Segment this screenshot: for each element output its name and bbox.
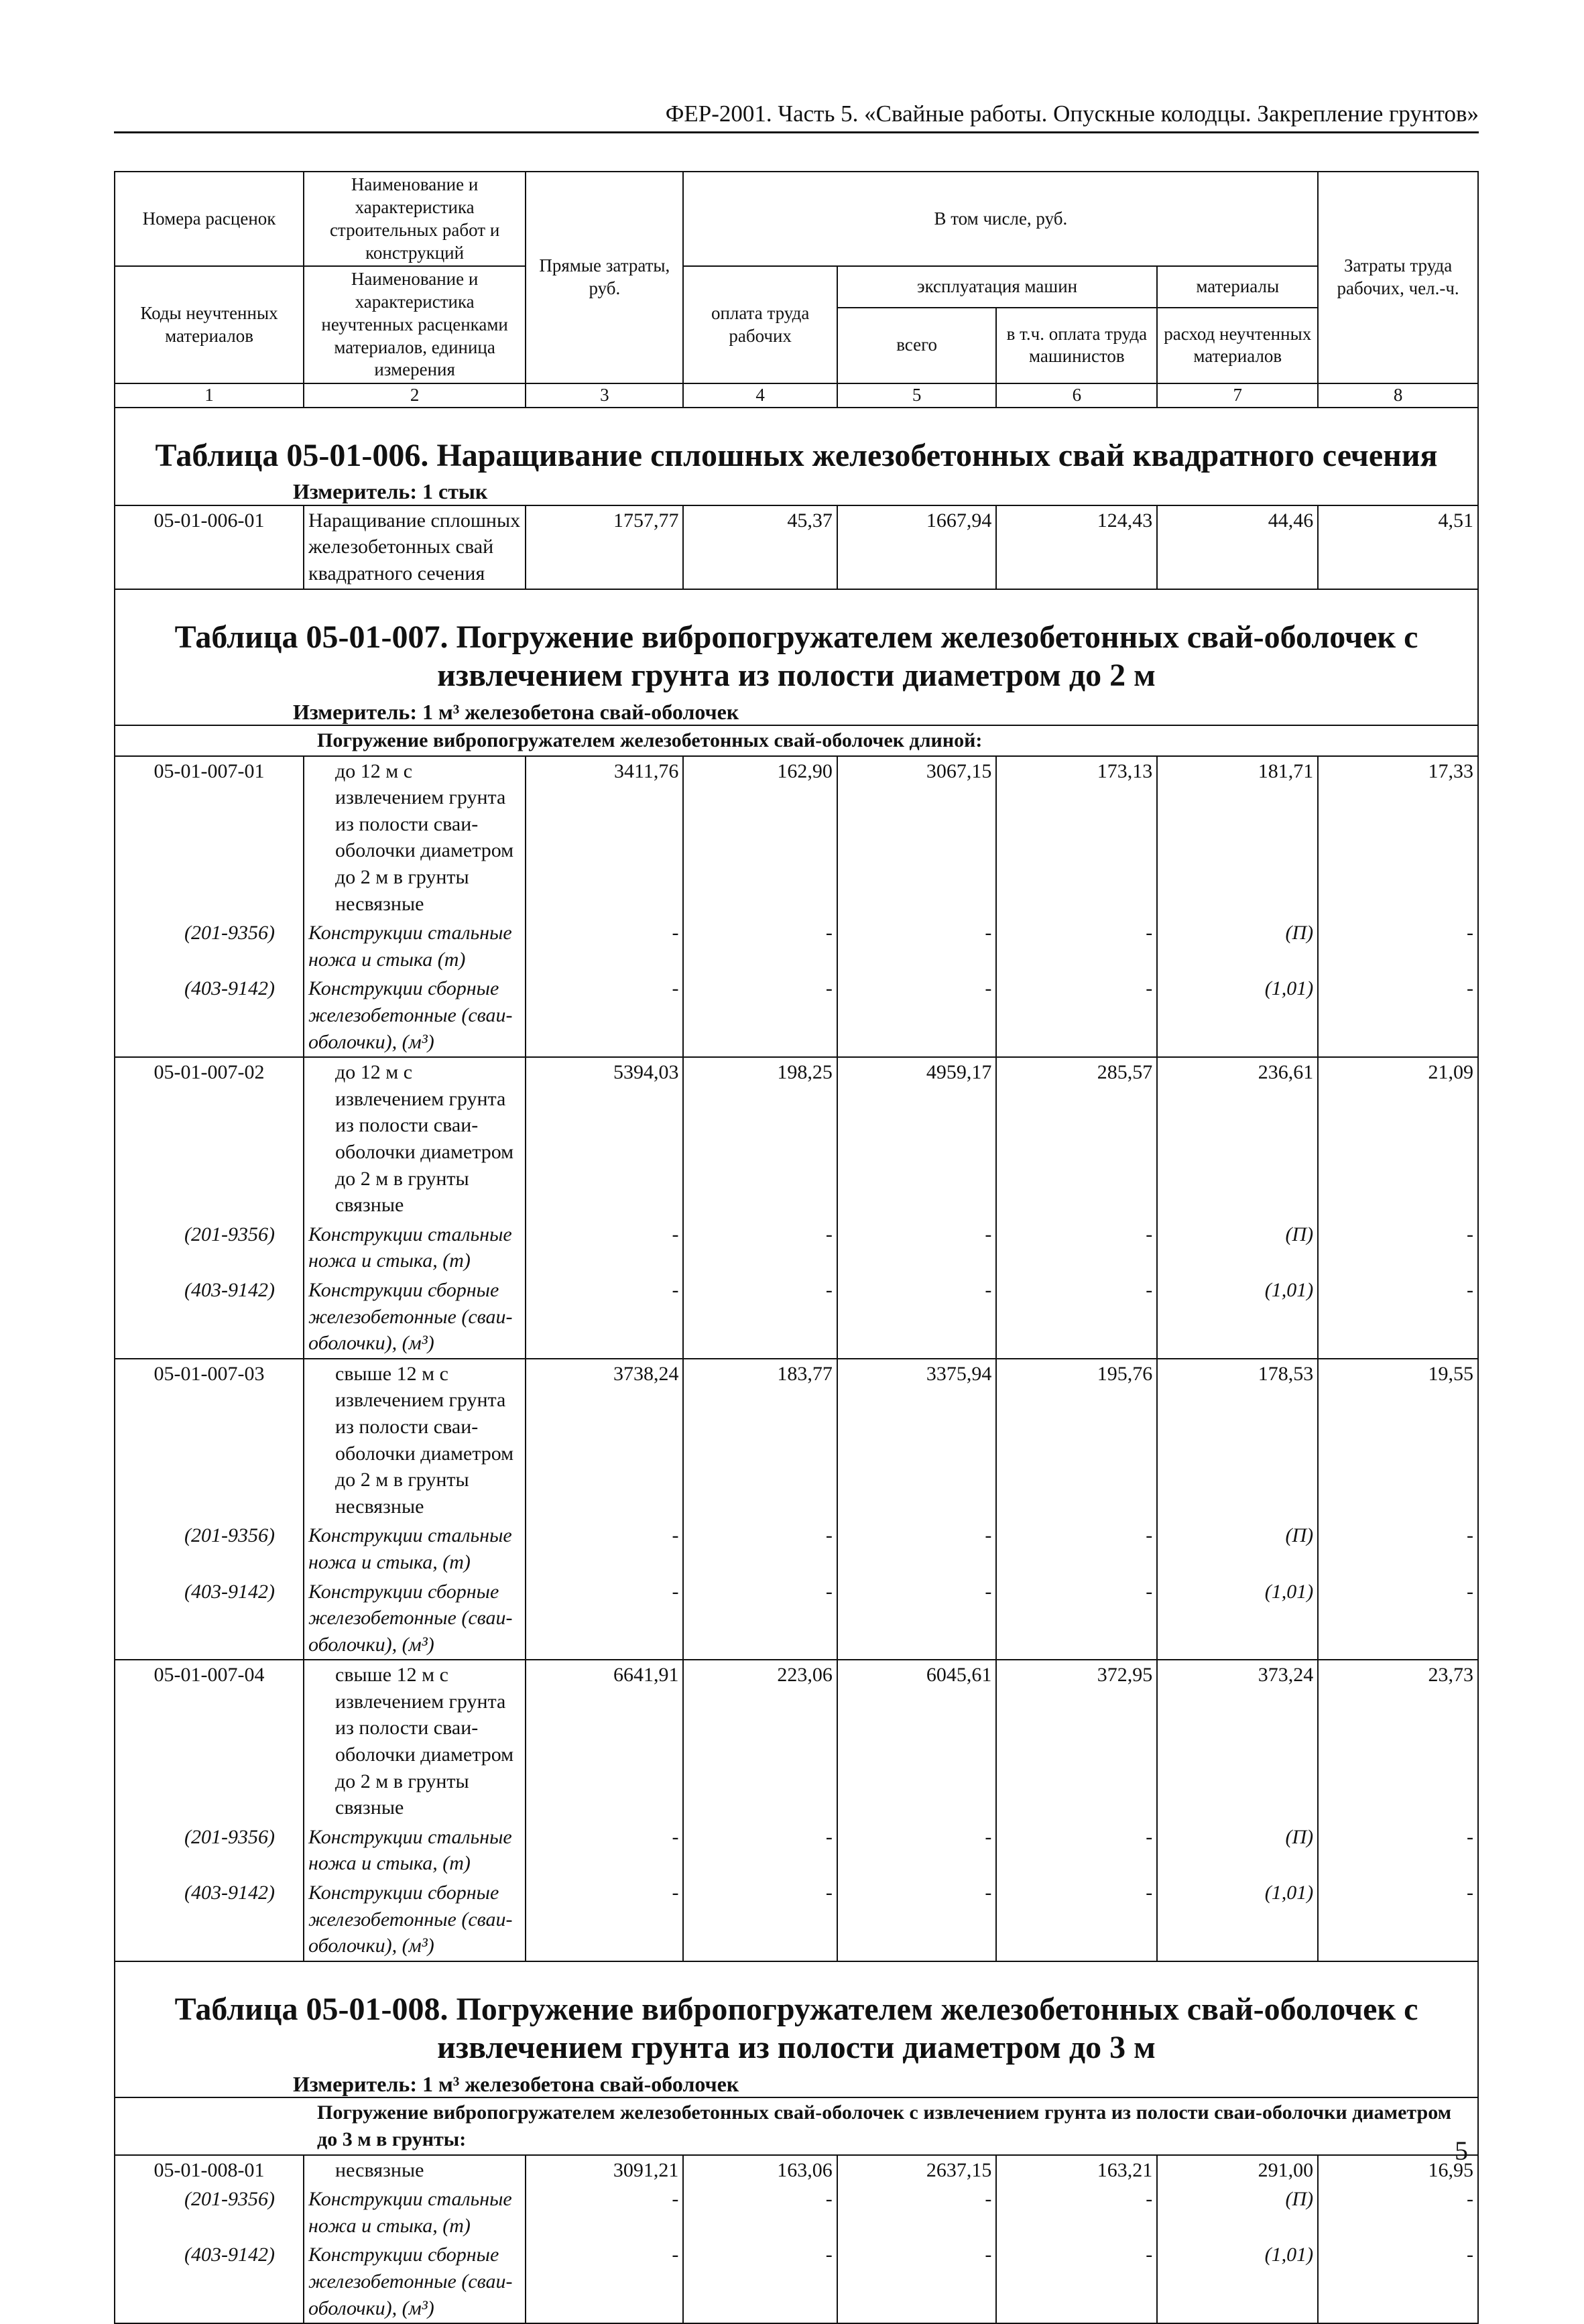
dash-cell: - xyxy=(526,2185,683,2240)
dash-cell: - xyxy=(526,1823,683,1878)
direct-cost: 3091,21 xyxy=(526,2155,683,2185)
material-code: (201-9356) xyxy=(115,1521,304,1577)
materials: 373,24 xyxy=(1157,1660,1318,1823)
material-value: (1,01) xyxy=(1157,1276,1318,1359)
material-code: (201-9356) xyxy=(115,2185,304,2240)
material-name: Конструкции сборные железобетонные (сваи-оболочки), (м³) xyxy=(304,1276,526,1359)
material-name: Конструкции стальные ножа и стыка, (т) xyxy=(304,1823,526,1878)
material-row xyxy=(115,1823,1478,1878)
header-labor-costs: Затраты труда рабочих, чел.-ч. xyxy=(1318,172,1478,383)
rate-name: свыше 12 м с извлечением грунта из полости сваи-оболочки диаметром до 2 м в грунты связные xyxy=(304,1660,526,1823)
rate-code: 05-01-007-03 xyxy=(115,1359,304,1522)
table-008-heading xyxy=(114,1962,1479,2097)
subhead-row xyxy=(115,2097,1478,2154)
subhead-text: Погружение вибропогружателем железобетонных свай-оболочек длиной: xyxy=(304,725,1478,756)
section-unit: Измеритель: 1 м³ железобетона свай-оболочек xyxy=(293,2072,739,2096)
page-number: 5 xyxy=(1455,2136,1468,2166)
section-title: Таблица 05-01-006. Наращивание сплошных железобетонных свай квадратного сечения xyxy=(155,437,1438,473)
header-name-bottom: Наименование и характеристика неучтенных расценками материалов, единица измерения xyxy=(304,266,526,383)
machines-total: 3375,94 xyxy=(837,1359,997,1522)
dash-cell: - xyxy=(837,918,997,974)
direct-cost: 5394,03 xyxy=(526,1057,683,1220)
materials: 291,00 xyxy=(1157,2155,1318,2185)
dash-cell: - xyxy=(996,2185,1157,2240)
section-unit: Измеритель: 1 стык xyxy=(293,479,488,504)
material-value: (П) xyxy=(1157,1220,1318,1276)
dash-cell: - xyxy=(1318,918,1478,974)
dash-cell: - xyxy=(1318,974,1478,1057)
material-code: (403-9142) xyxy=(115,1577,304,1660)
header-code-top: Номера расценок xyxy=(115,172,304,266)
labor-hours: 23,73 xyxy=(1318,1660,1478,1823)
dash-cell: - xyxy=(683,1276,837,1359)
subhead-row xyxy=(115,725,1478,756)
dash-cell: - xyxy=(837,1521,997,1577)
material-name: Конструкции стальные ножа и стыка, (т) xyxy=(304,2185,526,2240)
dash-cell: - xyxy=(996,1823,1157,1878)
dash-cell: - xyxy=(837,1276,997,1359)
section-title: Таблица 05-01-008. Погружение вибропогружателем железобетонных свай-оболочек с xyxy=(174,1991,1418,2027)
direct-cost: 3411,76 xyxy=(526,756,683,919)
dash-cell: - xyxy=(1318,1577,1478,1660)
col-number: 3 xyxy=(526,383,683,408)
labor-pay: 45,37 xyxy=(683,505,837,589)
machines-pay: 173,13 xyxy=(996,756,1157,919)
dash-cell: - xyxy=(526,1521,683,1577)
material-row xyxy=(115,918,1478,974)
materials: 181,71 xyxy=(1157,756,1318,919)
header-machines: эксплуатация машин xyxy=(837,266,1157,307)
labor-pay: 198,25 xyxy=(683,1057,837,1220)
dash-cell: - xyxy=(996,1521,1157,1577)
rate-name: несвязные xyxy=(304,2155,526,2185)
labor-pay: 223,06 xyxy=(683,1660,837,1823)
dash-cell: - xyxy=(683,2185,837,2240)
material-name: Конструкции сборные железобетонные (сваи-оболочки), (м³) xyxy=(304,2240,526,2323)
col-number: 2 xyxy=(304,383,526,408)
table-006-heading xyxy=(114,408,1479,505)
running-header: ФЕР-2001. Часть 5. «Свайные работы. Опускные колодцы. Закрепление грунтов» xyxy=(114,101,1479,133)
material-name: Конструкции сборные железобетонные (сваи-оболочки), (м³) xyxy=(304,974,526,1057)
dash-cell: - xyxy=(683,1823,837,1878)
dash-cell: - xyxy=(837,1878,997,1961)
dash-cell: - xyxy=(837,974,997,1057)
machines-pay: 124,43 xyxy=(996,505,1157,589)
rate-name: свыше 12 м с извлечением грунта из полости сваи-оболочки диаметром до 2 м в грунты несвязные xyxy=(304,1359,526,1522)
dash-cell: - xyxy=(996,2240,1157,2323)
rate-name: до 12 м с извлечением грунта из полости сваи-оболочки диаметром до 2 м в грунты несвязные xyxy=(304,756,526,919)
col-number: 7 xyxy=(1157,383,1318,408)
dash-cell: - xyxy=(1318,1878,1478,1961)
dash-cell: - xyxy=(683,974,837,1057)
labor-hours: 4,51 xyxy=(1318,505,1478,589)
table-row xyxy=(115,1660,1478,1823)
dash-cell: - xyxy=(996,1577,1157,1660)
material-name: Конструкции сборные железобетонные (сваи-оболочки), (м³) xyxy=(304,1878,526,1961)
table-row xyxy=(115,1057,1478,1220)
dash-cell: - xyxy=(837,1823,997,1878)
material-row xyxy=(115,974,1478,1057)
dash-cell: - xyxy=(683,918,837,974)
materials: 178,53 xyxy=(1157,1359,1318,1522)
dash-cell: - xyxy=(683,1521,837,1577)
table-006 xyxy=(114,505,1479,590)
material-value: (П) xyxy=(1157,1521,1318,1577)
material-value: (П) xyxy=(1157,918,1318,974)
material-name: Конструкции стальные ножа и стыка (т) xyxy=(304,918,526,974)
header-materials: материалы xyxy=(1157,266,1318,307)
material-row xyxy=(115,2185,1478,2240)
material-name: Конструкции стальные ножа и стыка, (т) xyxy=(304,1521,526,1577)
dash-cell: - xyxy=(526,918,683,974)
dash-cell: - xyxy=(996,1276,1157,1359)
dash-cell: - xyxy=(526,1878,683,1961)
header-materials-sub: расход неучтенных материалов xyxy=(1157,308,1318,383)
dash-cell: - xyxy=(526,1220,683,1276)
material-name: Конструкции стальные ножа и стыка, (т) xyxy=(304,1220,526,1276)
section-title: Таблица 05-01-007. Погружение вибропогружателем железобетонных свай-оболочек с xyxy=(174,619,1418,655)
material-name: Конструкции сборные железобетонные (сваи-оболочки), (м³) xyxy=(304,1577,526,1660)
document-page xyxy=(114,101,1479,2324)
column-header-table xyxy=(114,171,1479,408)
header-name-top: Наименование и характеристика строительных работ и конструкций xyxy=(304,172,526,266)
material-row xyxy=(115,1577,1478,1660)
col-number: 4 xyxy=(683,383,837,408)
header-code-bottom: Коды неучтенных материалов xyxy=(115,266,304,383)
machines-pay: 285,57 xyxy=(996,1057,1157,1220)
col-number: 1 xyxy=(115,383,304,408)
header-labor-pay: оплата труда рабочих xyxy=(683,266,837,383)
material-value: (1,01) xyxy=(1157,2240,1318,2323)
material-row xyxy=(115,2240,1478,2323)
machines-pay: 195,76 xyxy=(996,1359,1157,1522)
section-title: извлечением грунта из полости диаметром до 2 м xyxy=(437,658,1156,694)
dash-cell: - xyxy=(683,1220,837,1276)
material-code: (201-9356) xyxy=(115,1823,304,1878)
dash-cell: - xyxy=(1318,1220,1478,1276)
material-value: (1,01) xyxy=(1157,1577,1318,1660)
dash-cell: - xyxy=(837,2240,997,2323)
labor-hours: 19,55 xyxy=(1318,1359,1478,1522)
col-number: 5 xyxy=(837,383,997,408)
dash-cell: - xyxy=(996,1878,1157,1961)
material-value: (1,01) xyxy=(1157,974,1318,1057)
header-machines-pay: в т.ч. оплата труда машинистов xyxy=(996,308,1157,383)
rate-name: до 12 м с извлечением грунта из полости сваи-оболочки диаметром до 2 м в грунты связные xyxy=(304,1057,526,1220)
dash-cell: - xyxy=(837,2185,997,2240)
rate-code: 05-01-007-04 xyxy=(115,1660,304,1823)
subhead-text: Погружение вибропогружателем железобетонных свай-оболочек с извлечением грунта из полости сваи-оболочки диаметром до 3 м в грунты: xyxy=(304,2097,1478,2154)
rate-name: Наращивание сплошных железобетонных свай квадратного сечения xyxy=(304,505,526,589)
dash-cell: - xyxy=(996,918,1157,974)
dash-cell: - xyxy=(526,1276,683,1359)
direct-cost: 6641,91 xyxy=(526,1660,683,1823)
material-code: (201-9356) xyxy=(115,1220,304,1276)
material-code: (403-9142) xyxy=(115,1878,304,1961)
table-row xyxy=(115,1359,1478,1522)
table-007-heading xyxy=(114,590,1479,725)
machines-pay: 372,95 xyxy=(996,1660,1157,1823)
labor-pay: 183,77 xyxy=(683,1359,837,1522)
dash-cell: - xyxy=(1318,1823,1478,1878)
direct-cost: 3738,24 xyxy=(526,1359,683,1522)
table-row xyxy=(115,505,1478,589)
material-code: (403-9142) xyxy=(115,2240,304,2323)
material-code: (201-9356) xyxy=(115,918,304,974)
rate-code: 05-01-007-01 xyxy=(115,756,304,919)
dash-cell: - xyxy=(996,1220,1157,1276)
material-code: (403-9142) xyxy=(115,974,304,1057)
material-row xyxy=(115,1521,1478,1577)
material-row xyxy=(115,1878,1478,1961)
materials: 44,46 xyxy=(1157,505,1318,589)
dash-cell: - xyxy=(996,974,1157,1057)
dash-cell: - xyxy=(526,2240,683,2323)
rate-code: 05-01-007-02 xyxy=(115,1057,304,1220)
col-number: 6 xyxy=(996,383,1157,408)
material-value: (П) xyxy=(1157,2185,1318,2240)
material-row xyxy=(115,1220,1478,1276)
material-row xyxy=(115,1276,1478,1359)
machines-total: 1667,94 xyxy=(837,505,997,589)
dash-cell: - xyxy=(683,1878,837,1961)
labor-pay: 163,06 xyxy=(683,2155,837,2185)
dash-cell: - xyxy=(837,1577,997,1660)
labor-hours: 21,09 xyxy=(1318,1057,1478,1220)
col-number: 8 xyxy=(1318,383,1478,408)
rate-code: 05-01-006-01 xyxy=(115,505,304,589)
machines-total: 2637,15 xyxy=(837,2155,997,2185)
rate-code: 05-01-008-01 xyxy=(115,2155,304,2185)
dash-cell: - xyxy=(683,2240,837,2323)
header-including: В том числе, руб. xyxy=(683,172,1318,266)
dash-cell: - xyxy=(1318,2185,1478,2240)
dash-cell: - xyxy=(1318,1521,1478,1577)
material-value: (П) xyxy=(1157,1823,1318,1878)
direct-cost: 1757,77 xyxy=(526,505,683,589)
table-row xyxy=(115,2155,1478,2185)
section-title: извлечением грунта из полости диаметром до 3 м xyxy=(437,2030,1156,2066)
dash-cell: - xyxy=(683,1577,837,1660)
machines-total: 6045,61 xyxy=(837,1660,997,1823)
labor-pay: 162,90 xyxy=(683,756,837,919)
table-row xyxy=(115,756,1478,919)
table-007 xyxy=(114,725,1479,1962)
header-direct-costs: Прямые затраты, руб. xyxy=(526,172,683,383)
labor-hours: 16,95 xyxy=(1318,2155,1478,2185)
machines-total: 3067,15 xyxy=(837,756,997,919)
dash-cell: - xyxy=(1318,1276,1478,1359)
material-value: (1,01) xyxy=(1157,1878,1318,1961)
machines-total: 4959,17 xyxy=(837,1057,997,1220)
dash-cell: - xyxy=(837,1220,997,1276)
machines-pay: 163,21 xyxy=(996,2155,1157,2185)
section-unit: Измеритель: 1 м³ железобетона свай-оболочек xyxy=(293,699,739,724)
material-code: (403-9142) xyxy=(115,1276,304,1359)
labor-hours: 17,33 xyxy=(1318,756,1478,919)
table-008 xyxy=(114,2097,1479,2324)
header-machines-total: всего xyxy=(837,308,997,383)
dash-cell: - xyxy=(526,1577,683,1660)
materials: 236,61 xyxy=(1157,1057,1318,1220)
dash-cell: - xyxy=(526,974,683,1057)
dash-cell: - xyxy=(1318,2240,1478,2323)
